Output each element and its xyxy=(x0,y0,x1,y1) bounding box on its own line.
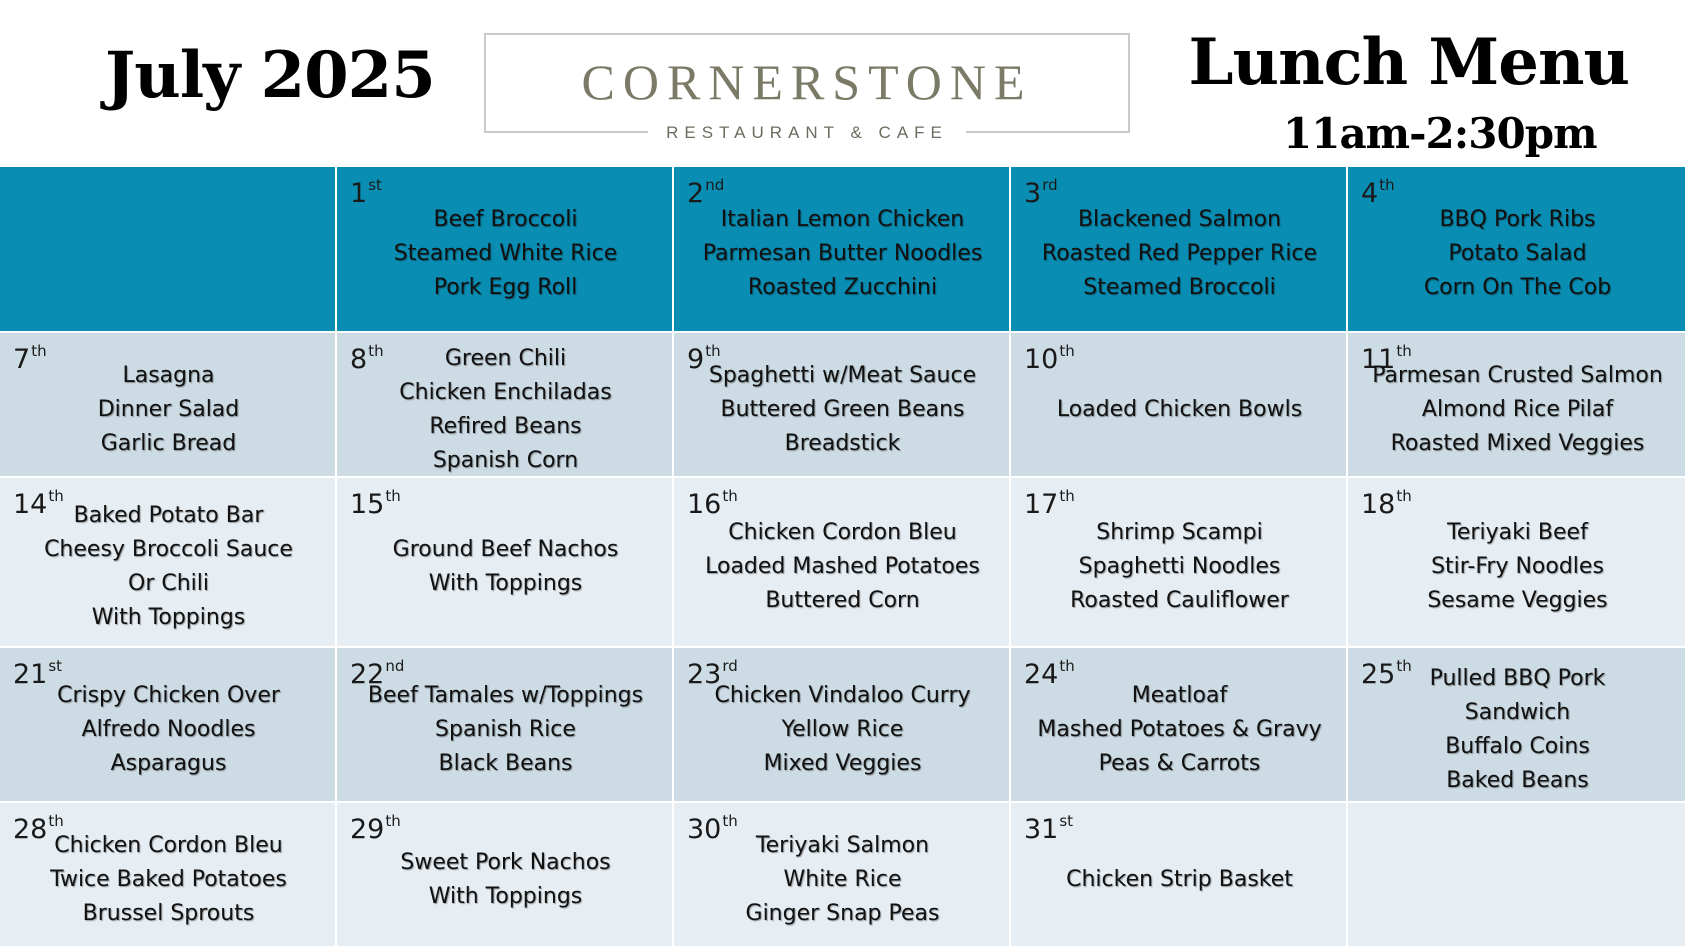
day-cell-14 xyxy=(0,478,337,648)
menu-title: Lunch Menu xyxy=(1188,25,1629,100)
dish-list xyxy=(6,167,331,331)
dish-item: Sesame Veggies xyxy=(1427,588,1608,613)
day-cell-22 xyxy=(337,648,674,803)
day-number-value: 30 xyxy=(687,814,722,845)
logo-name: CORNERSTONE xyxy=(581,54,1033,110)
dish-item: Beef Tamales w/Toppings xyxy=(367,682,644,708)
dish-item: Stir-Fry Noodles xyxy=(1431,554,1604,579)
dish-list xyxy=(680,648,1005,801)
dish-item: Twice Baked Potatoes xyxy=(50,866,287,892)
day-ordinal-suffix: th xyxy=(48,487,64,505)
day-number-value: 16 xyxy=(687,489,722,520)
day-number-value: 11 xyxy=(1361,344,1396,375)
day-cell-18 xyxy=(1348,478,1685,648)
dish-item: Cheesy Broccoli Sauce xyxy=(44,537,293,562)
dish-item: Asparagus xyxy=(110,750,227,776)
day-cell-9 xyxy=(674,333,1011,478)
dish-item: Lasagna xyxy=(122,362,215,388)
day-ordinal-suffix: th xyxy=(385,812,401,830)
dish-item: Italian Lemon Chicken xyxy=(720,207,965,232)
day-ordinal-suffix: th xyxy=(48,812,64,830)
day-ordinal-suffix: th xyxy=(1059,342,1075,360)
day-cell-25 xyxy=(1348,648,1685,803)
dish-item: Pulled BBQ Pork xyxy=(1429,665,1606,691)
day-number-value: 1 xyxy=(350,178,368,209)
day-number-value: 22 xyxy=(350,659,385,690)
day-ordinal-suffix: th xyxy=(1379,176,1395,194)
dish-item: With Toppings xyxy=(428,571,583,596)
dish-list xyxy=(343,803,668,946)
dish-item: BBQ Pork Ribs xyxy=(1439,207,1596,232)
dish-list xyxy=(1017,648,1342,801)
day-ordinal-suffix: th xyxy=(705,342,721,360)
dish-list xyxy=(6,648,331,801)
day-cell-29 xyxy=(337,803,674,948)
dish-item: Steamed Broccoli xyxy=(1083,275,1276,300)
day-ordinal-suffix: rd xyxy=(1042,176,1058,194)
dish-list xyxy=(1354,167,1681,331)
day-number-value: 3 xyxy=(1024,178,1042,209)
day-number-value: 28 xyxy=(13,814,48,845)
day-number-value: 23 xyxy=(687,659,722,690)
dish-list xyxy=(1017,167,1342,331)
dish-item: Mixed Veggies xyxy=(763,750,922,776)
month-title: July 2025 xyxy=(105,38,435,113)
day-number-value: 10 xyxy=(1024,344,1059,375)
day-number-value: 21 xyxy=(13,659,48,690)
day-number-value: 25 xyxy=(1361,659,1396,690)
dish-item: Black Beans xyxy=(438,750,573,776)
day-cell-23 xyxy=(674,648,1011,803)
day-number-value: 14 xyxy=(13,489,48,520)
day-cell-4 xyxy=(1348,167,1685,333)
dish-list xyxy=(6,478,331,646)
dish-item: Loaded Chicken Bowls xyxy=(1056,396,1303,422)
dish-item: Chicken Vindaloo Curry xyxy=(714,682,971,708)
dish-item: Ground Beef Nachos xyxy=(392,537,619,562)
day-ordinal-suffix: th xyxy=(385,487,401,505)
dish-item: Garlic Bread xyxy=(100,430,237,456)
day-number-value: 2 xyxy=(687,178,705,209)
menu-header xyxy=(0,0,1685,167)
dish-item: Roasted Cauliflower xyxy=(1070,588,1289,613)
day-cell-3 xyxy=(1011,167,1348,333)
dish-list xyxy=(1017,333,1342,476)
day-cell-1 xyxy=(337,167,674,333)
day-ordinal-suffix: th xyxy=(368,342,384,360)
dish-item: Yellow Rice xyxy=(781,716,904,742)
dish-list xyxy=(680,333,1005,476)
dish-item: Ginger Snap Peas xyxy=(745,900,940,926)
day-cell-16 xyxy=(674,478,1011,648)
dish-item: Blackened Salmon xyxy=(1077,207,1282,232)
day-ordinal-suffix: th xyxy=(1396,657,1412,675)
dish-list xyxy=(343,333,668,476)
dish-item: Spanish Corn xyxy=(432,447,579,473)
day-ordinal-suffix: th xyxy=(722,812,738,830)
dish-list xyxy=(1354,478,1681,646)
day-cell-7 xyxy=(0,333,337,478)
day-cell-8 xyxy=(337,333,674,478)
dish-item: Almond Rice Pilaf xyxy=(1421,396,1614,422)
dish-item: Green Chili xyxy=(444,345,567,371)
day-ordinal-suffix: st xyxy=(368,176,382,194)
dish-item: White Rice xyxy=(783,866,902,892)
day-ordinal-suffix: th xyxy=(1396,342,1412,360)
dish-list xyxy=(680,803,1005,946)
dish-item: Breadstick xyxy=(784,430,901,456)
dish-item: Spanish Rice xyxy=(435,716,576,742)
dish-item: Beef Broccoli xyxy=(433,207,578,232)
dish-item: Brussel Sprouts xyxy=(82,900,255,926)
dish-item: Chicken Enchiladas xyxy=(399,379,612,405)
cornerstone-logo xyxy=(484,33,1130,142)
dish-item: Potato Salad xyxy=(1448,241,1587,266)
day-ordinal-suffix: th xyxy=(31,342,47,360)
day-number-value: 18 xyxy=(1361,489,1396,520)
dish-list xyxy=(343,648,668,801)
day-number-value: 24 xyxy=(1024,659,1059,690)
day-ordinal-suffix: th xyxy=(722,487,738,505)
day-cell-17 xyxy=(1011,478,1348,648)
day-cell-10 xyxy=(1011,333,1348,478)
day-ordinal-suffix: th xyxy=(1059,487,1075,505)
dish-list xyxy=(1354,648,1681,801)
day-cell-21 xyxy=(0,648,337,803)
empty-day-cell xyxy=(1348,803,1685,948)
dish-list xyxy=(1017,803,1342,946)
dish-item: Teriyaki Beef xyxy=(1447,520,1588,545)
day-ordinal-suffix: th xyxy=(1059,657,1075,675)
day-ordinal-suffix: nd xyxy=(705,176,725,194)
logo-subtitle-row xyxy=(486,123,1128,143)
dish-list xyxy=(343,167,668,331)
day-cell-15 xyxy=(337,478,674,648)
dish-list xyxy=(1354,333,1681,476)
day-number-value: 7 xyxy=(13,344,31,375)
dish-list xyxy=(343,478,668,646)
dish-item: With Toppings xyxy=(91,605,246,630)
dish-item: Meatloaf xyxy=(1131,682,1228,708)
dish-item: Baked Beans xyxy=(1446,767,1589,793)
dish-item: Chicken Cordon Bleu xyxy=(728,520,957,545)
menu-hours: 11am-2:30pm xyxy=(1283,109,1597,158)
day-number-value: 29 xyxy=(350,814,385,845)
dish-item: Crispy Chicken Over xyxy=(57,682,280,708)
dish-item: Parmesan Butter Noodles xyxy=(702,241,983,266)
dish-item: Dinner Salad xyxy=(97,396,240,422)
dish-item: Refired Beans xyxy=(429,413,582,439)
dish-item: Or Chili xyxy=(128,571,209,596)
dish-list xyxy=(6,803,331,946)
day-cell-24 xyxy=(1011,648,1348,803)
dish-item: Spaghetti Noodles xyxy=(1078,554,1281,579)
dish-item: Corn On The Cob xyxy=(1423,275,1612,300)
dish-item: Roasted Zucchini xyxy=(747,275,938,300)
dish-list xyxy=(1354,803,1681,946)
dish-item: Teriyaki Salmon xyxy=(755,832,930,858)
dish-item: Spaghetti w/Meat Sauce xyxy=(708,362,977,388)
dish-list xyxy=(680,167,1005,331)
day-cell-2 xyxy=(674,167,1011,333)
logo-subtitle: RESTAURANT & CAFE xyxy=(648,123,966,143)
dish-item: Roasted Red Pepper Rice xyxy=(1041,241,1318,266)
dish-item: Sweet Pork Nachos xyxy=(400,849,611,875)
dish-list xyxy=(1017,478,1342,646)
dish-item: Chicken Cordon Bleu xyxy=(54,832,283,858)
dish-item: Peas & Carrots xyxy=(1098,750,1261,776)
day-number-value: 17 xyxy=(1024,489,1059,520)
dish-item: Parmesan Crusted Salmon xyxy=(1372,362,1663,388)
dish-item: Buffalo Coins xyxy=(1445,733,1590,759)
calendar-grid xyxy=(0,167,1685,948)
dish-item: Roasted Mixed Veggies xyxy=(1390,430,1645,456)
empty-day-cell xyxy=(0,167,337,333)
day-ordinal-suffix: th xyxy=(1396,487,1412,505)
dish-item: Mashed Potatoes & Gravy xyxy=(1037,716,1322,742)
day-cell-28 xyxy=(0,803,337,948)
dish-item: Baked Potato Bar xyxy=(73,503,264,528)
day-cell-11 xyxy=(1348,333,1685,478)
day-number-value: 31 xyxy=(1024,814,1059,845)
dish-item: Shrimp Scampi xyxy=(1096,520,1263,545)
dish-item: Alfredo Noodles xyxy=(81,716,256,742)
dish-item: Buttered Green Beans xyxy=(720,396,965,422)
day-number-value: 4 xyxy=(1361,178,1379,209)
day-ordinal-suffix: nd xyxy=(385,657,405,675)
dish-item: Sandwich xyxy=(1464,699,1571,725)
day-cell-31 xyxy=(1011,803,1348,948)
day-ordinal-suffix: st xyxy=(48,657,63,675)
day-number-value: 8 xyxy=(350,344,368,375)
dish-list xyxy=(680,478,1005,646)
day-ordinal-suffix: st xyxy=(1059,812,1074,830)
day-ordinal-suffix: rd xyxy=(722,657,738,675)
day-number-value: 9 xyxy=(687,344,705,375)
day-number-value: 15 xyxy=(350,489,385,520)
day-cell-30 xyxy=(674,803,1011,948)
dish-item: Chicken Strip Basket xyxy=(1066,866,1293,892)
dish-list xyxy=(6,333,331,476)
dish-item: With Toppings xyxy=(428,883,583,909)
dish-item: Loaded Mashed Potatoes xyxy=(705,554,980,579)
dish-item: Steamed White Rice xyxy=(393,241,618,266)
dish-item: Pork Egg Roll xyxy=(433,275,578,300)
dish-item: Buttered Corn xyxy=(765,588,920,613)
